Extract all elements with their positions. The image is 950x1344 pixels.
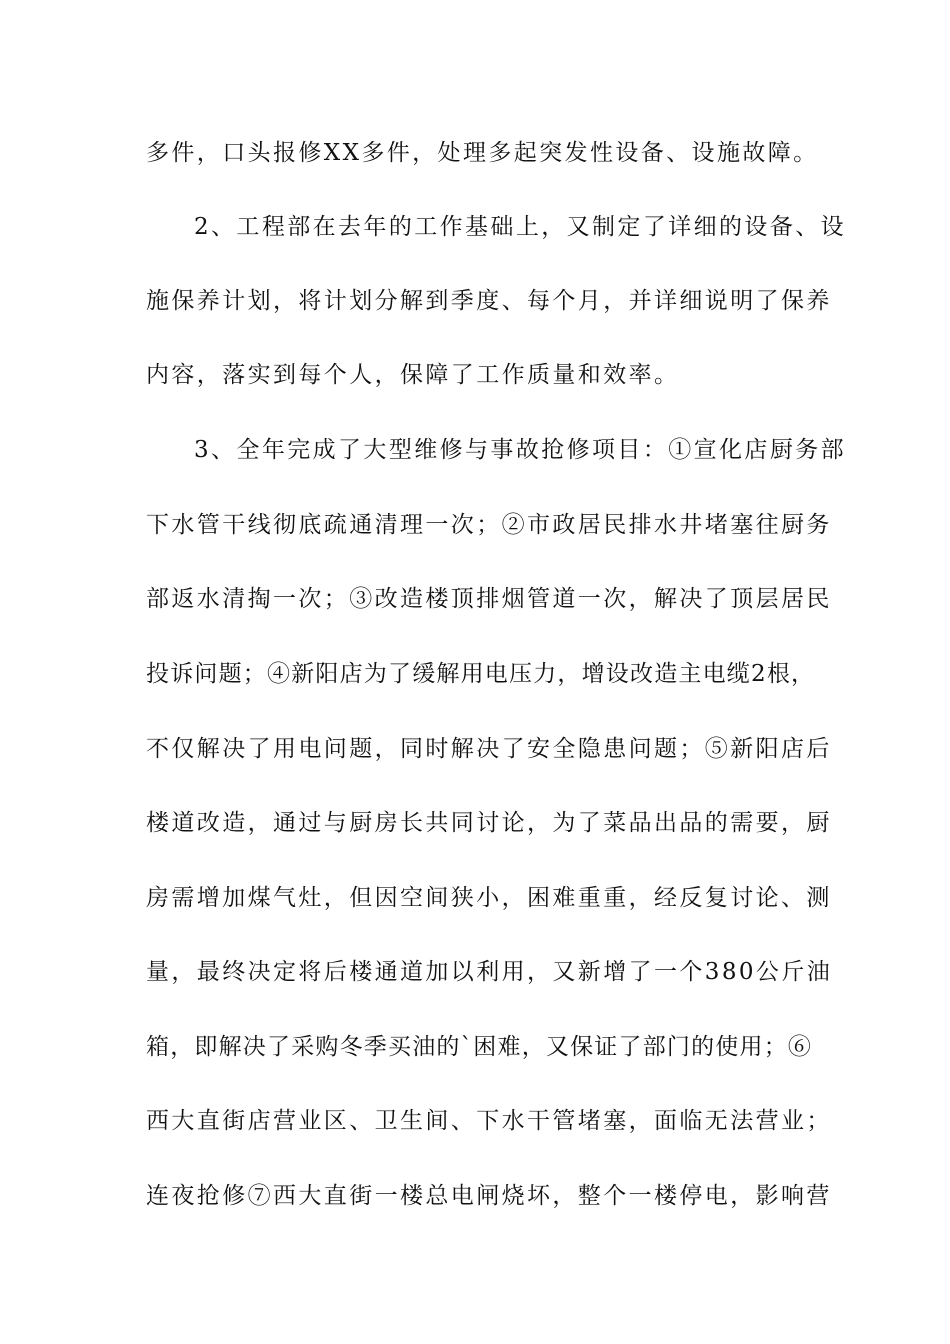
text-line: 量，最终决定将后楼通道加以利用，又新增了一个380公斤油 <box>146 959 833 985</box>
text-line: 不仅解决了用电问题，同时解决了安全隐患问题；⑤新阳店后 <box>146 736 832 762</box>
text-line: 箱，即解决了采购冬季买油的`困难，又保证了部门的使用；⑥ <box>146 1034 813 1060</box>
text-line: 施保养计划，将计划分解到季度、每个月，并详细说明了保养 <box>146 288 832 314</box>
text-line: 部返水清掏一次；③改造楼顶排烟管道一次，解决了顶层居民 <box>146 586 832 612</box>
text-line: 多件，口头报修XX多件，处理多起突发性设备、设施故障。 <box>146 140 819 166</box>
text-line: 3、全年完成了大型维修与事故抢修项目：①宣化店厨务部 <box>194 437 847 463</box>
text-line: 连夜抢修⑦西大直街一楼总电闸烧坏，整个一楼停电，影响营 <box>146 1183 832 1209</box>
text-line: 西大直街店营业区、卫生间、下水干管堵塞，面临无法营业； <box>146 1108 832 1134</box>
text-line: 2、工程部在去年的工作基础上，又制定了详细的设备、设 <box>194 214 847 240</box>
text-line: 下水管干线彻底疏通清理一次；②市政居民排水井堵塞往厨务 <box>146 512 832 538</box>
text-line: 房需增加煤气灶，但因空间狭小，困难重重，经反复讨论、测 <box>146 885 832 911</box>
text-line: 内容，落实到每个人，保障了工作质量和效率。 <box>146 362 680 388</box>
text-line: 投诉问题；④新阳店为了缓解用电压力，增设改造主电缆2根， <box>146 661 816 687</box>
text-line: 楼道改造，通过与厨房长共同讨论，为了菜品出品的需要，厨 <box>146 810 832 836</box>
